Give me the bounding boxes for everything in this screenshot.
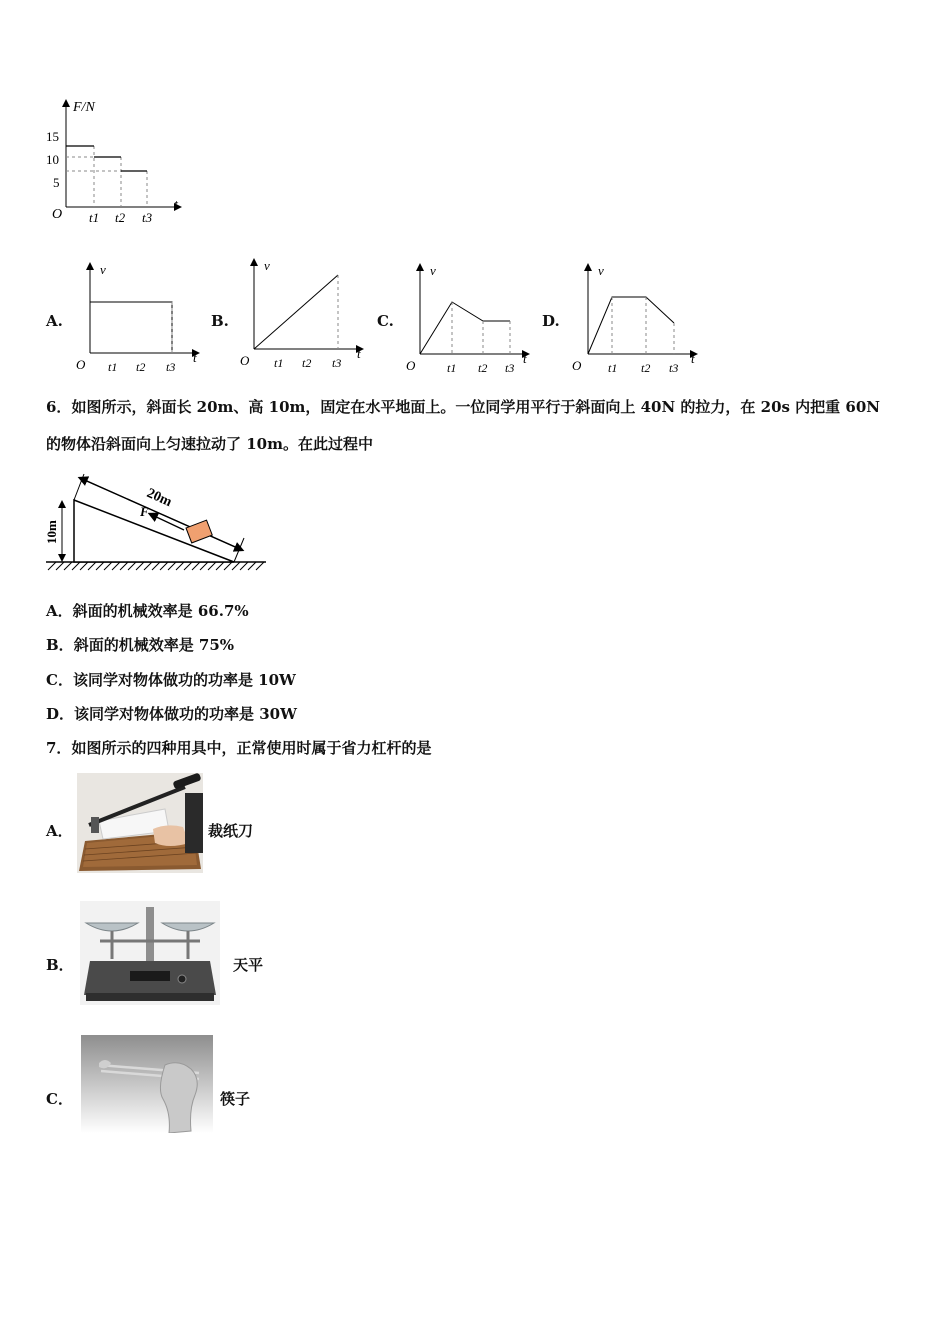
t-axis-label: t <box>523 351 527 366</box>
block <box>186 520 212 543</box>
v-axis-label: v <box>430 263 436 278</box>
tick-t3: t3 <box>332 356 342 370</box>
q6-option-c[interactable] <box>46 669 296 690</box>
q6-option-b[interactable] <box>46 634 234 655</box>
tick-t1: t1 <box>608 361 618 375</box>
tick-t1: t1 <box>108 360 118 374</box>
y-tick-5: 5 <box>53 175 60 190</box>
q6-text: 如图所示，斜面长 20m、高 10m，固定在水平地面上。一位同学用平行于斜面向上 40N 的拉力，在 20s 内把重 60N <box>71 398 880 416</box>
force-time-graph <box>40 95 200 230</box>
option-text: 斜面的机械效率是 75% <box>73 636 235 654</box>
tick-t3: t3 <box>166 360 176 374</box>
q7-option-label-b[interactable]: B． <box>46 956 74 974</box>
q7-number: 7． <box>46 739 72 757</box>
q6-text-line1 <box>46 396 880 417</box>
origin-label: O <box>406 358 416 373</box>
x-tick-t3: t3 <box>142 210 153 225</box>
q7-caption-c: 筷子 <box>220 1090 251 1108</box>
vt-line-b <box>254 275 338 349</box>
q7-stem: 如图所示的四种用具中，正常使用时属于省力杠杆的是 <box>71 739 432 757</box>
chopsticks-photo[interactable] <box>81 1035 213 1133</box>
incline-diagram <box>44 466 269 578</box>
option-label: D． <box>46 705 75 723</box>
origin-label: O <box>572 358 582 373</box>
t-axis-label: t <box>357 346 361 361</box>
vt-graph-c[interactable] <box>400 259 535 379</box>
tick-t2: t2 <box>302 356 312 370</box>
vt-option-label-c[interactable]: C. <box>377 312 394 330</box>
v-axis-label: v <box>598 263 604 278</box>
paper-cutter-photo[interactable] <box>77 773 203 873</box>
height-label: 10m <box>44 520 59 544</box>
tick-t3: t3 <box>505 361 515 375</box>
vt-graph-d[interactable] <box>568 259 703 379</box>
tick-t1: t1 <box>447 361 457 375</box>
vt-line-d <box>588 297 674 354</box>
vt-option-label-a[interactable]: A. <box>46 312 63 330</box>
q6-text-line2: 的物体沿斜面向上匀速拉动了 10m。在此过程中 <box>46 435 373 453</box>
tick-t2: t2 <box>136 360 146 374</box>
q6-option-d[interactable] <box>46 703 297 724</box>
t-axis-label: t <box>193 350 197 365</box>
tick-t1: t1 <box>274 356 284 370</box>
q6-number: 6． <box>46 398 72 416</box>
vt-option-label-b[interactable]: B. <box>211 312 229 330</box>
v-axis-label: v <box>264 258 270 273</box>
tick-t3: t3 <box>669 361 679 375</box>
force-label: F <box>140 504 149 519</box>
q7-option-label-c[interactable]: C． <box>46 1090 73 1108</box>
vt-option-label-d[interactable]: D. <box>542 312 560 330</box>
v-axis-label: v <box>100 262 106 277</box>
origin-label: O <box>52 207 63 222</box>
origin-label: O <box>240 353 250 368</box>
vt-graph-a[interactable] <box>70 258 205 378</box>
vt-line-c <box>420 302 510 354</box>
q7-text <box>46 737 431 758</box>
y-tick-10: 10 <box>46 152 59 167</box>
y-tick-15: 15 <box>46 129 59 144</box>
x-tick-t1: t1 <box>89 210 100 225</box>
length-label: 20m <box>144 485 174 511</box>
q7-caption-a: 裁纸刀 <box>208 822 254 840</box>
option-text: 该同学对物体做功的功率是 10W <box>72 671 296 689</box>
y-axis-label: F/N <box>73 100 95 115</box>
x-axis-label: t <box>174 198 178 213</box>
option-text: 斜面的机械效率是 66.7% <box>72 602 249 620</box>
option-label: A． <box>46 602 73 620</box>
x-tick-t2: t2 <box>115 210 126 225</box>
vt-line-a <box>90 302 172 353</box>
t-axis-label: t <box>691 351 695 366</box>
option-label: B． <box>46 636 74 654</box>
tick-t2: t2 <box>478 361 488 375</box>
q7-caption-b: 天平 <box>233 956 264 974</box>
tick-t2: t2 <box>641 361 651 375</box>
origin-label: O <box>76 357 86 372</box>
option-text: 该同学对物体做功的功率是 30W <box>74 705 297 723</box>
option-label: C． <box>46 671 73 689</box>
q7-option-label-a[interactable]: A． <box>46 822 73 840</box>
balance-photo[interactable] <box>80 901 220 1005</box>
q6-option-a[interactable] <box>46 600 249 621</box>
vt-graph-b[interactable] <box>234 254 369 374</box>
